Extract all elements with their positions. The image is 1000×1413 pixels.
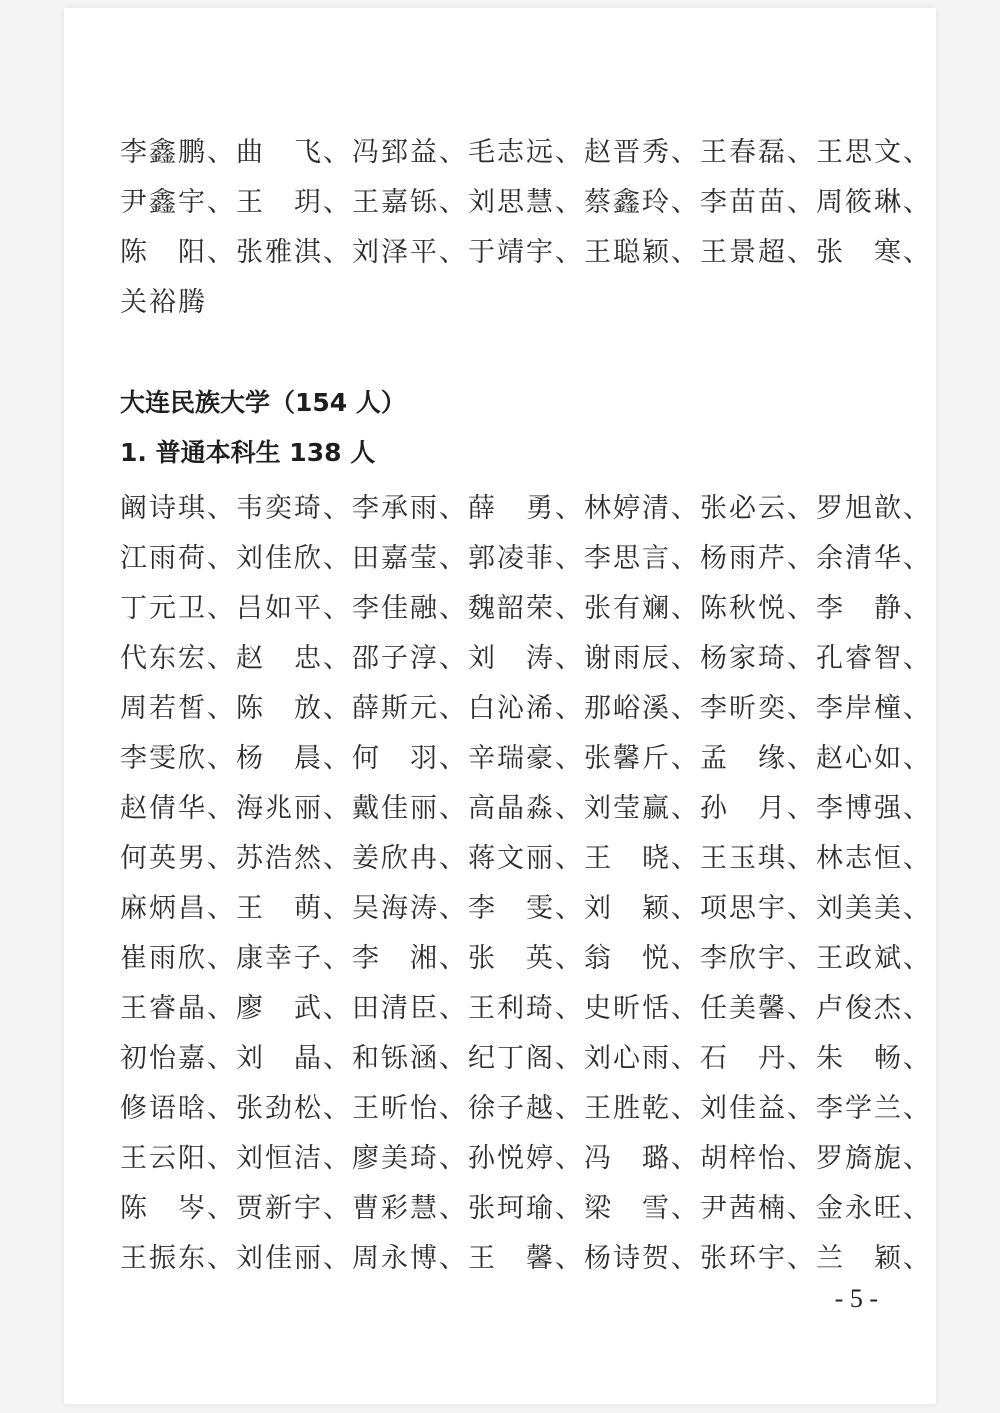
- subsection-title: 1. 普通本科生 138 人: [120, 438, 376, 467]
- name-line: 阚诗琪、韦奕琦、李承雨、薛 勇、林婷清、张必云、罗旭歆、: [120, 493, 932, 524]
- name-line: 尹鑫宇、王 玥、王嘉铄、刘思慧、蔡鑫玲、李苗苗、周筱琳、: [120, 187, 932, 218]
- name-line: 赵倩华、海兆丽、戴佳丽、高晶淼、刘莹赢、孙 月、李博强、: [120, 793, 932, 824]
- name-line: 何英男、苏浩然、姜欣冉、蒋文丽、王 晓、王玉琪、林志恒、: [120, 843, 932, 874]
- name-line: 王云阳、刘恒洁、廖美琦、孙悦婷、冯 璐、胡梓怡、罗旖旎、: [120, 1143, 932, 1174]
- name-line: 修语晗、张劲松、王昕怡、徐子越、王胜乾、刘佳益、李学兰、: [120, 1093, 932, 1124]
- page-number: - 5 -: [834, 1284, 878, 1313]
- name-line: 关裕腾: [120, 287, 207, 318]
- name-line: 崔雨欣、康幸子、李 湘、张 英、翁 悦、李欣宇、王政斌、: [120, 943, 932, 974]
- name-line: 陈 阳、张雅淇、刘泽平、于靖宇、王聪颖、王景超、张 寒、: [120, 237, 932, 268]
- name-line: 周若皙、陈 放、薛斯元、白沁浠、那峪溪、李昕奕、李岸橦、: [120, 693, 932, 724]
- name-line: 江雨荷、刘佳欣、田嘉莹、郭凌菲、李思言、杨雨芹、余清华、: [120, 543, 932, 574]
- name-line: 王睿晶、廖 武、田清臣、王利琦、史昕恬、任美馨、卢俊杰、: [120, 993, 932, 1024]
- name-line: 李雯欣、杨 晨、何 羽、辛瑞豪、张馨斤、孟 缘、赵心如、: [120, 743, 932, 774]
- name-line: 代东宏、赵 忠、邵子淳、刘 涛、谢雨辰、杨家琦、孔睿智、: [120, 643, 932, 674]
- name-line: 初怡嘉、刘 晶、和铄涵、纪丁阁、刘心雨、石 丹、朱 畅、: [120, 1043, 932, 1074]
- section-title: 大连民族大学（154 人）: [120, 388, 406, 417]
- name-line: 陈 岑、贾新宇、曹彩慧、张珂瑜、梁 雪、尹茜楠、金永旺、: [120, 1193, 932, 1224]
- name-line: 丁元卫、吕如平、李佳融、魏韶荣、张有斓、陈秋悦、李 静、: [120, 593, 932, 624]
- name-line: 王振东、刘佳丽、周永博、王 馨、杨诗贺、张环宇、兰 颖、: [120, 1243, 932, 1274]
- name-line: 麻炳昌、王 萌、吴海涛、李 雯、刘 颖、项思宇、刘美美、: [120, 893, 932, 924]
- document-page: [64, 8, 936, 1404]
- name-line: 李鑫鹏、曲 飞、冯郅益、毛志远、赵晋秀、王春磊、王思文、: [120, 137, 932, 168]
